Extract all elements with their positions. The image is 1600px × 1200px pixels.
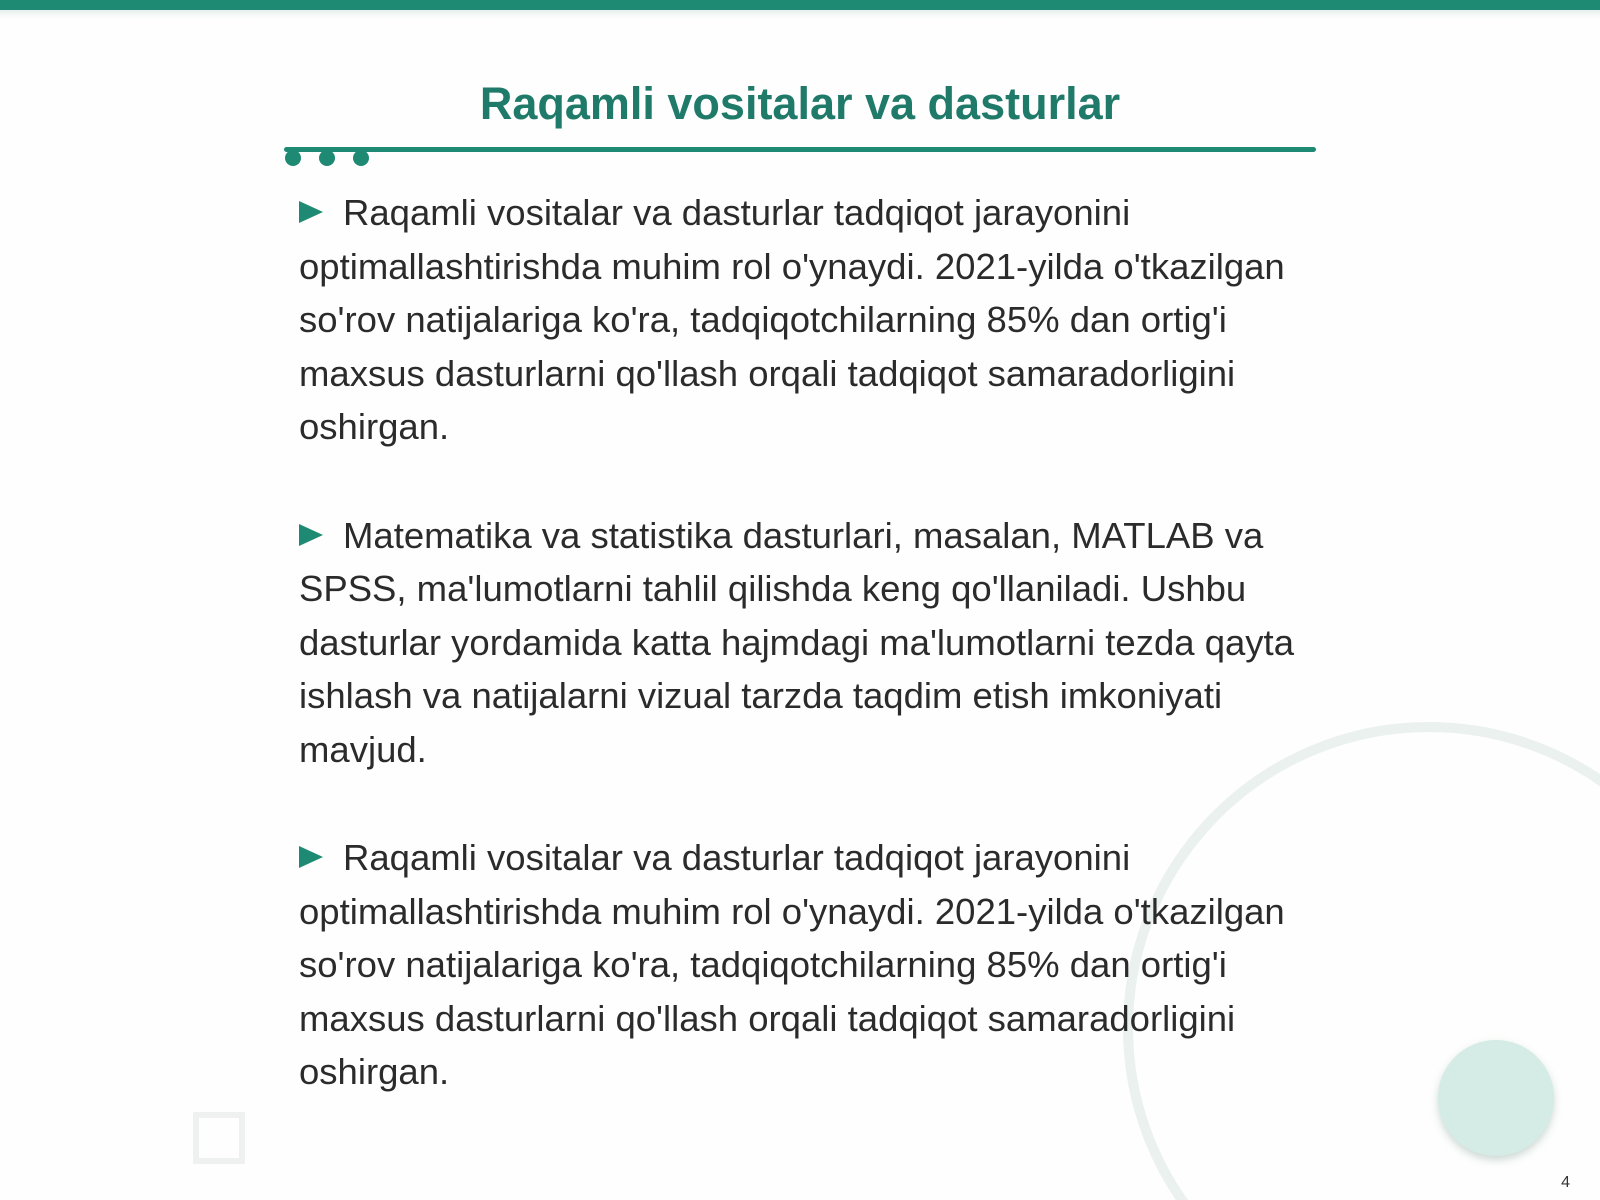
rule-dot-icon <box>285 150 301 166</box>
bullet-item <box>299 831 1309 1099</box>
slide-title: Raqamli vositalar va dasturlar <box>479 78 1121 129</box>
triangle-right-icon <box>299 524 323 546</box>
triangle-right-icon <box>299 201 323 223</box>
top-accent-bar <box>0 0 1600 10</box>
title-underline <box>284 147 1316 152</box>
decorative-disc <box>1438 1040 1554 1156</box>
page-number: 4 <box>1561 1174 1570 1191</box>
rule-dot-icon <box>353 150 369 166</box>
decorative-square <box>193 1112 245 1164</box>
bullet-list <box>299 186 1309 1154</box>
triangle-right-icon <box>299 846 323 868</box>
bullet-text: Matematika va statistika dasturlari, masalan, MATLAB va SPSS, ma'lumotlarni tahlil qilishda keng qo'llaniladi. Ushbu dasturlar yordamida katta hajmdagi ma'lumotlarni tezda qayta ishlash va natijalarni vizual tarzda taqdim etish imkoniyati mavjud. <box>299 514 1294 770</box>
bullet-item <box>299 509 1309 777</box>
top-bar-shadow <box>0 10 1600 18</box>
bullet-text: Raqamli vositalar va dasturlar tadqiqot jarayonini optimallashtirishda muhim rol o'ynaydi. 2021-yilda o'tkazilgan so'rov natijalariga ko'ra, tadqiqotchilarning 85% dan ortig'i maxsus dasturlarni qo'llash orqali tadqiqot samaradorligini oshirgan. <box>299 837 1285 1092</box>
bullet-text: Raqamli vositalar va dasturlar tadqiqot jarayonini optimallashtirishda muhim rol o'ynaydi. 2021-yilda o'tkazilgan so'rov natijalariga ko'ra, tadqiqotchilarning 85% dan ortig'i maxsus dasturlarni qo'llash orqali tadqiqot samaradorligini oshirgan. <box>299 192 1285 447</box>
bullet-item <box>299 186 1309 454</box>
rule-dot-icon <box>319 150 335 166</box>
